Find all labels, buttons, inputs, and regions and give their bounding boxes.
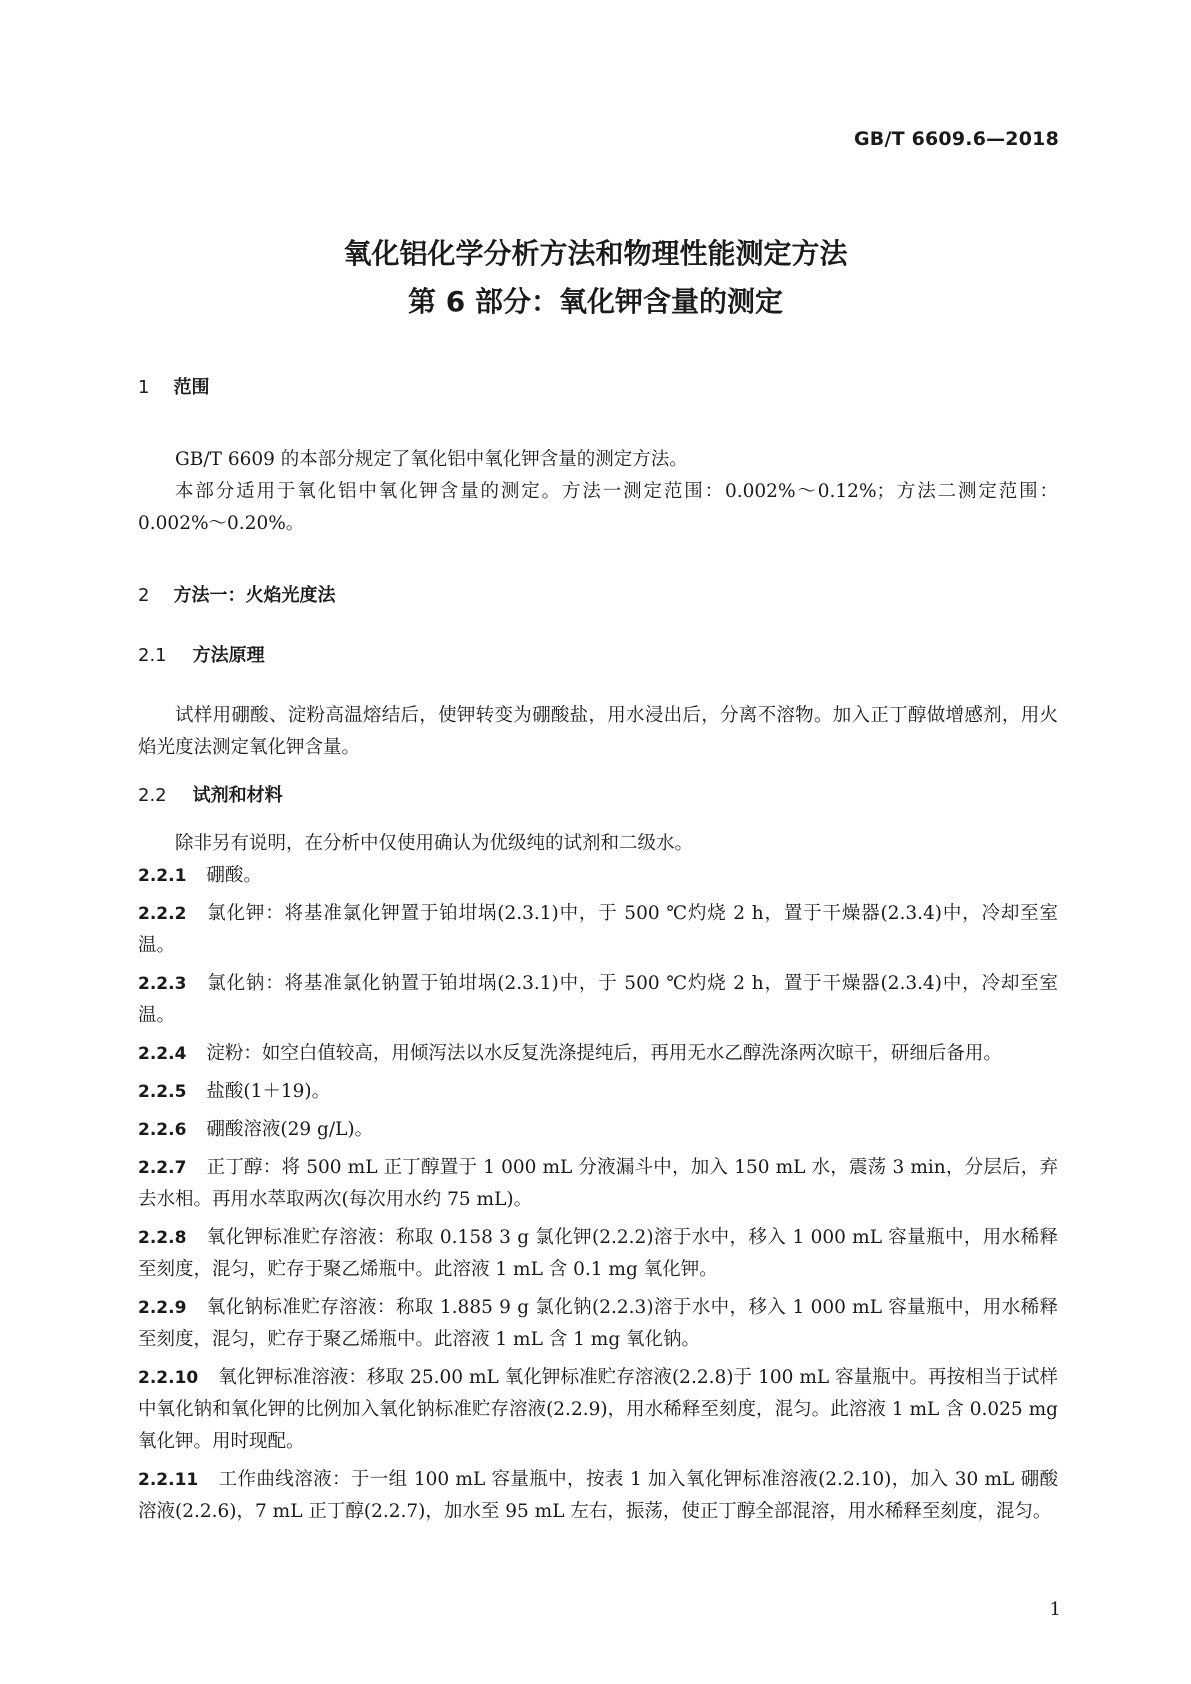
item-text: 硼酸。 <box>206 865 262 886</box>
scope-paragraph-1: GB/T 6609 的本部分规定了氧化铝中氧化钾含量的测定方法。 <box>175 449 688 470</box>
section-title: 方法原理 <box>192 645 265 666</box>
reagent-item <box>138 1076 1058 1108</box>
item-text: 工作曲线溶液：于一组 100 mL 容量瓶中，按表 1 加入氧化钾标准溶液(2.2.10)，加入 30 mL 硼酸溶液(2.2.6)，7 mL 正丁醇(2.2.7)，加水至 95 mL 左右，振荡，使正丁醇全部混溶，用水稀释至刻度，混匀。 <box>138 1469 1058 1522</box>
reagent-item <box>138 968 1058 1032</box>
reagent-item <box>138 1038 1058 1070</box>
scope-paragraph-2: 本部分适用于氧化铝中氧化钾含量的测定。方法一测定范围：0.002%～0.12%；方法二测定范围：0.002%～0.20%。 <box>138 481 1058 534</box>
title-line-2: 第 6 部分：氧化钾含量的测定 <box>408 285 783 318</box>
principle-paragraph: 试样用硼酸、淀粉高温熔结后，使钾转变为硼酸盐，用水浸出后，分离不溶物。加入正丁醇做增感剂，用火焰光度法测定氧化钾含量。 <box>138 705 1058 758</box>
title-line-1: 氧化铝化学分析方法和物理性能测定方法 <box>343 237 848 270</box>
page-number: 1 <box>1049 1599 1061 1620</box>
item-text: 淀粉：如空白值较高，用倾泻法以水反复洗涤提纯后，再用无水乙醇洗涤两次晾干，研细后备用。 <box>206 1043 1002 1064</box>
item-number: 2.2.10 <box>138 1368 199 1388</box>
item-number: 2.2.7 <box>138 1158 187 1178</box>
reagent-item <box>138 1362 1058 1458</box>
item-text: 氯化钠：将基准氯化钠置于铂坩埚(2.3.1)中，于 500 ℃灼烧 2 h，置于干燥器(2.3.4)中，冷却至室温。 <box>138 973 1058 1026</box>
section-number: 1 <box>138 377 150 398</box>
item-text: 氧化钠标准贮存溶液：称取 1.885 9 g 氯化钠(2.2.3)溶于水中，移入 1 000 mL 容量瓶中，用水稀释至刻度，混匀，贮存于聚乙烯瓶中。此溶液 1 mL 含 1 mg 氧化钠。 <box>138 1297 1058 1350</box>
reagent-item <box>138 1464 1058 1528</box>
section-2-2-heading <box>138 780 1058 812</box>
item-number: 2.2.1 <box>138 866 187 886</box>
reagent-item <box>138 1152 1058 1216</box>
reagent-item <box>138 1222 1058 1286</box>
reagents-intro: 除非另有说明，在分析中仅使用确认为优级纯的试剂和二级水。 <box>175 833 694 854</box>
item-number: 2.2.11 <box>138 1470 199 1490</box>
section-2-heading <box>138 580 1058 612</box>
item-number: 2.2.9 <box>138 1298 187 1318</box>
item-number: 2.2.6 <box>138 1120 187 1140</box>
item-text: 氧化钾标准贮存溶液：称取 0.158 3 g 氯化钾(2.2.2)溶于水中，移入 1 000 mL 容量瓶中，用水稀释至刻度，混匀，贮存于聚乙烯瓶中。此溶液 1 mL 含 0.1 mg 氧化钾。 <box>138 1227 1058 1280</box>
section-1-heading <box>138 372 1058 404</box>
item-number: 2.2.5 <box>138 1082 187 1102</box>
item-number: 2.2.3 <box>138 974 187 994</box>
section-title: 方法一：火焰光度法 <box>173 585 336 606</box>
reagent-item <box>138 1114 1058 1146</box>
item-text: 正丁醇：将 500 mL 正丁醇置于 1 000 mL 分液漏斗中，加入 150 mL 水，震荡 3 min，分层后，弃去水相。再用水萃取两次(每次用水约 75 mL)。 <box>138 1157 1058 1210</box>
section-number: 2.1 <box>138 645 167 666</box>
document-title <box>0 230 1191 326</box>
item-number: 2.2.2 <box>138 904 187 924</box>
reagent-item <box>138 860 1058 892</box>
reagent-item <box>138 898 1058 962</box>
section-2-1-heading <box>138 640 1058 672</box>
item-text: 氧化钾标准溶液：移取 25.00 mL 氧化钾标准贮存溶液(2.2.8)于 100 mL 容量瓶中。再按相当于试样中氧化钠和氧化钾的比例加入氧化钠标准贮存溶液(2.2.9)，用水稀释至刻度，混匀。此溶液 1 mL 含 0.025 mg 氧化钾。用时现配。 <box>138 1367 1058 1452</box>
section-title: 范围 <box>173 377 210 398</box>
standard-code: GB/T 6609.6—2018 <box>854 128 1059 150</box>
item-text: 盐酸(1＋19)。 <box>206 1081 331 1102</box>
section-number: 2.2 <box>138 785 167 806</box>
reagent-item <box>138 1292 1058 1356</box>
item-text: 氯化钾：将基准氯化钾置于铂坩埚(2.3.1)中，于 500 ℃灼烧 2 h，置于干燥器(2.3.4)中，冷却至室温。 <box>138 903 1058 956</box>
item-number: 2.2.8 <box>138 1228 187 1248</box>
item-number: 2.2.4 <box>138 1044 187 1064</box>
section-number: 2 <box>138 585 150 606</box>
section-title: 试剂和材料 <box>192 785 283 806</box>
item-text: 硼酸溶液(29 g/L)。 <box>206 1119 374 1140</box>
document-body <box>138 372 1058 1528</box>
